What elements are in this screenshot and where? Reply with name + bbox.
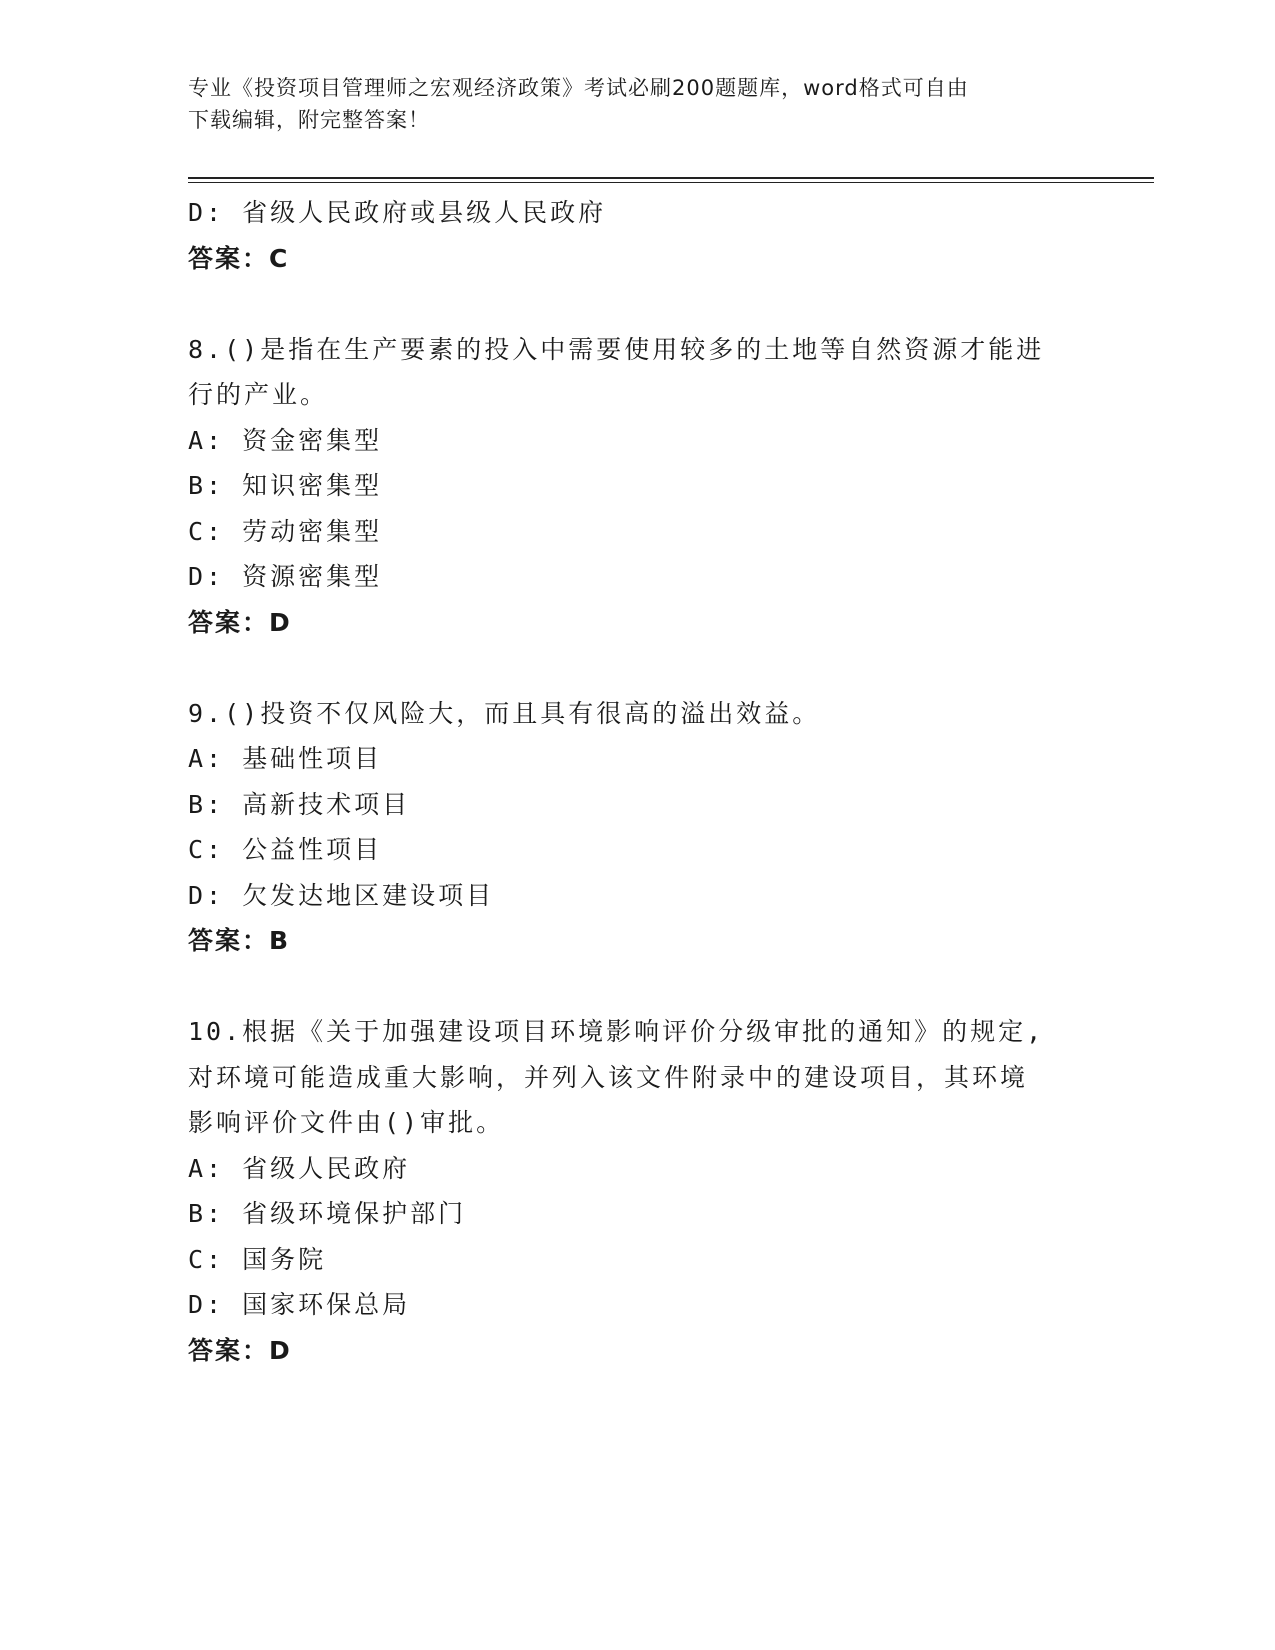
option-d: D: 资源密集型 <box>188 562 383 591</box>
answer: 答案：D <box>188 607 292 637</box>
answer: 答案：B <box>188 926 291 955</box>
option-a: A: 省级人民政府 <box>188 1153 411 1183</box>
question-gap <box>188 964 1068 1010</box>
option-b: B: 高新技术项目 <box>188 789 411 819</box>
option-d: D: 欠发达地区建设项目 <box>188 880 495 910</box>
question-stem: 10.根据《关于加强建设项目环境影响评价分级审批的通知》的规定, <box>188 1017 1045 1046</box>
question-stem: 8.()是指在生产要素的投入中需要使用较多的土地等自然资源才能进 <box>188 334 1045 364</box>
question-stem: 行的产业。 <box>188 380 329 409</box>
question-10 <box>188 1009 1068 1373</box>
question-list <box>188 190 1068 1373</box>
answer: 答案：D <box>188 1335 292 1365</box>
option-a: A: 资金密集型 <box>188 425 383 455</box>
header-divider-thin <box>188 182 1154 183</box>
answer: 答案：C <box>188 243 290 273</box>
header-line-1: 专业《投资项目管理师之宏观经济政策》考试必刷200题题库，word格式可自由 <box>188 76 969 100</box>
option-d: D: 省级人民政府或县级人民政府 <box>188 198 607 227</box>
option-c: C: 劳动密集型 <box>188 516 383 546</box>
question-7-continuation <box>188 190 1068 281</box>
question-gap <box>188 281 1068 327</box>
header-line-2: 下载编辑，附完整答案！ <box>188 108 430 132</box>
option-b: B: 省级环境保护部门 <box>188 1199 467 1228</box>
option-a: A: 基础性项目 <box>188 744 383 773</box>
option-d: D: 国家环保总局 <box>188 1290 411 1319</box>
question-8 <box>188 327 1068 646</box>
question-stem: 对环境可能造成重大影响，并列入该文件附录中的建设项目，其环境 <box>188 1062 1029 1092</box>
header-divider-thick <box>188 177 1154 179</box>
option-b: B: 知识密集型 <box>188 471 383 500</box>
question-gap <box>188 645 1068 691</box>
question-stem: 影响评价文件由()审批。 <box>188 1108 505 1137</box>
document-header <box>188 72 1068 136</box>
option-c: C: 国务院 <box>188 1244 327 1274</box>
question-stem: 9.()投资不仅风险大，而且具有很高的溢出效益。 <box>188 698 821 728</box>
option-c: C: 公益性项目 <box>188 835 383 864</box>
question-9 <box>188 691 1068 964</box>
